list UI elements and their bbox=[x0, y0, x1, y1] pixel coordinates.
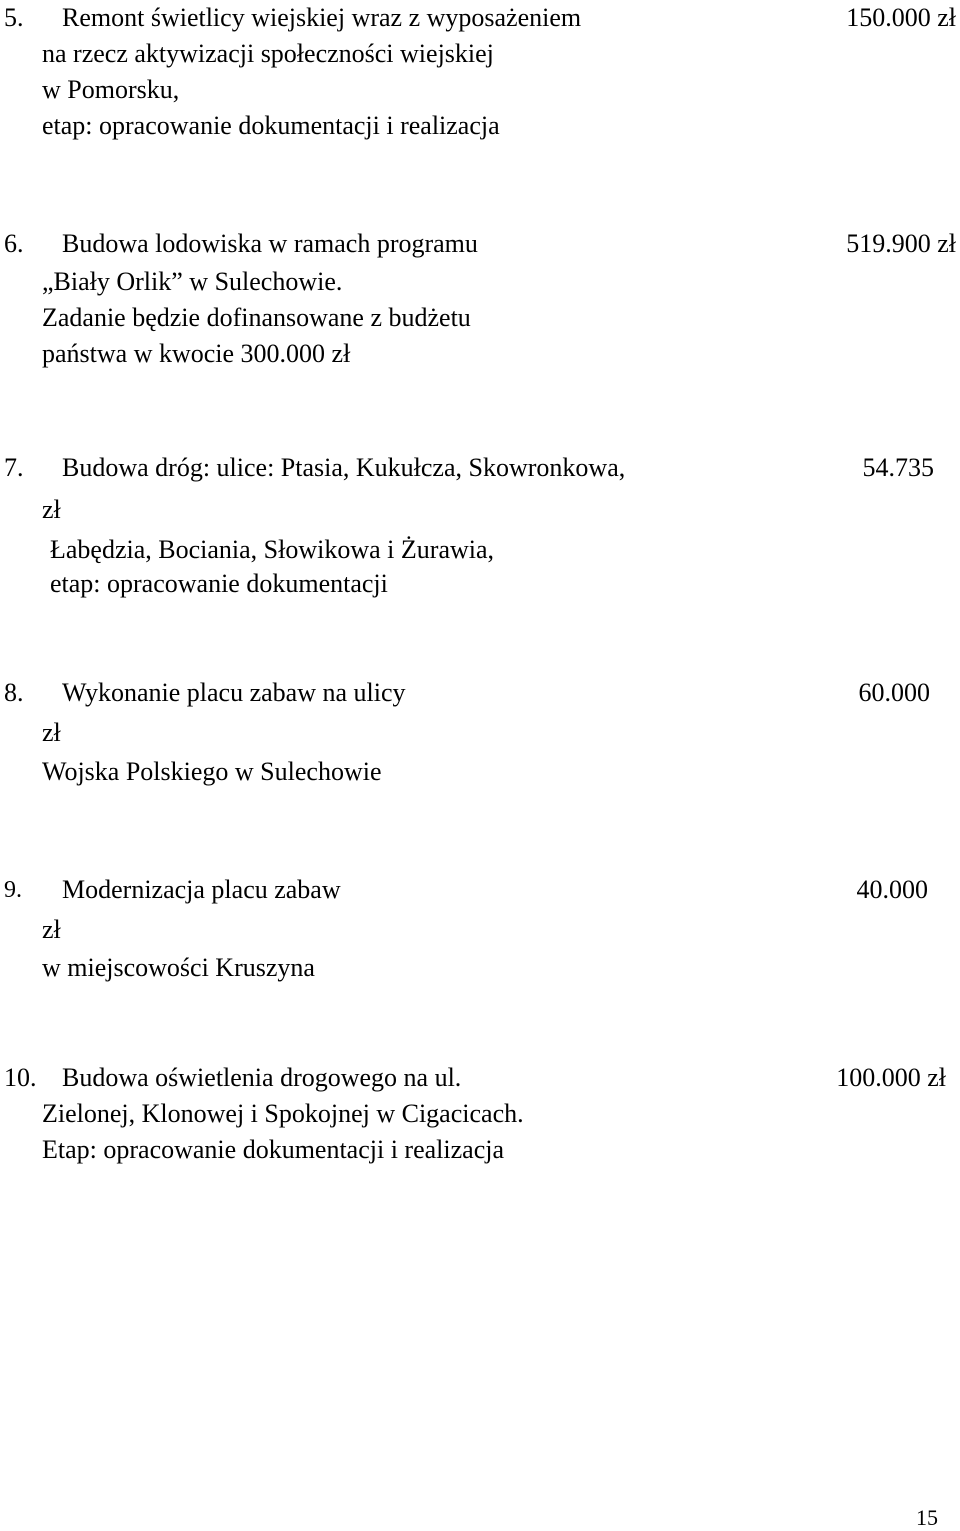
item-title: Wykonanie placu zabaw na ulicy bbox=[62, 678, 406, 707]
item-number: 10. bbox=[4, 1063, 37, 1092]
item-text-line: Wojska Polskiego w Sulechowie bbox=[42, 757, 382, 786]
item-currency: zł bbox=[42, 718, 61, 747]
item-text-line: na rzecz aktywizacji społeczności wiejskiej bbox=[42, 39, 494, 68]
item-title: Budowa oświetlenia drogowego na ul. bbox=[62, 1063, 462, 1092]
item-currency: zł bbox=[42, 495, 61, 524]
item-text-line: Zielonej, Klonowej i Spokojnej w Cigacicach. bbox=[42, 1099, 524, 1128]
page-number: 15 bbox=[916, 1505, 938, 1530]
item-text-line: państwa w kwocie 300.000 zł bbox=[42, 339, 351, 368]
item-number: 6. bbox=[4, 229, 24, 258]
item-text-line: etap: opracowanie dokumentacji bbox=[50, 569, 388, 598]
item-number: 9. bbox=[4, 877, 22, 903]
item-number: 7. bbox=[4, 453, 24, 482]
item-text-line: w miejscowości Kruszyna bbox=[42, 953, 315, 982]
item-text-line: w Pomorsku, bbox=[42, 75, 180, 104]
item-title: Budowa lodowiska w ramach programu bbox=[62, 229, 478, 258]
item-title: Remont świetlicy wiejskiej wraz z wyposażeniem bbox=[62, 3, 582, 32]
item-text-line: Łabędzia, Bociania, Słowikowa i Żurawia, bbox=[50, 535, 495, 564]
item-amount: 150.000 zł bbox=[846, 3, 956, 32]
item-text-line: etap: opracowanie dokumentacji i realizacja bbox=[42, 111, 500, 140]
item-text-line: „Biały Orlik” w Sulechowie. bbox=[42, 267, 343, 296]
item-amount: 40.000 bbox=[856, 875, 928, 904]
item-number: 5. bbox=[4, 3, 24, 32]
item-amount: 100.000 zł bbox=[836, 1063, 946, 1092]
item-title: Modernizacja placu zabaw bbox=[62, 875, 341, 904]
item-amount: 60.000 bbox=[858, 678, 930, 707]
item-title: Budowa dróg: ulice: Ptasia, Kukułcza, Skowronkowa, bbox=[62, 453, 626, 482]
item-amount: 54.735 bbox=[862, 453, 934, 482]
item-currency: zł bbox=[42, 915, 61, 944]
item-text-line: Zadanie będzie dofinansowane z budżetu bbox=[42, 303, 471, 332]
item-amount: 519.900 zł bbox=[846, 229, 956, 258]
item-number: 8. bbox=[4, 678, 24, 707]
item-text-line: Etap: opracowanie dokumentacji i realizacja bbox=[42, 1135, 504, 1164]
